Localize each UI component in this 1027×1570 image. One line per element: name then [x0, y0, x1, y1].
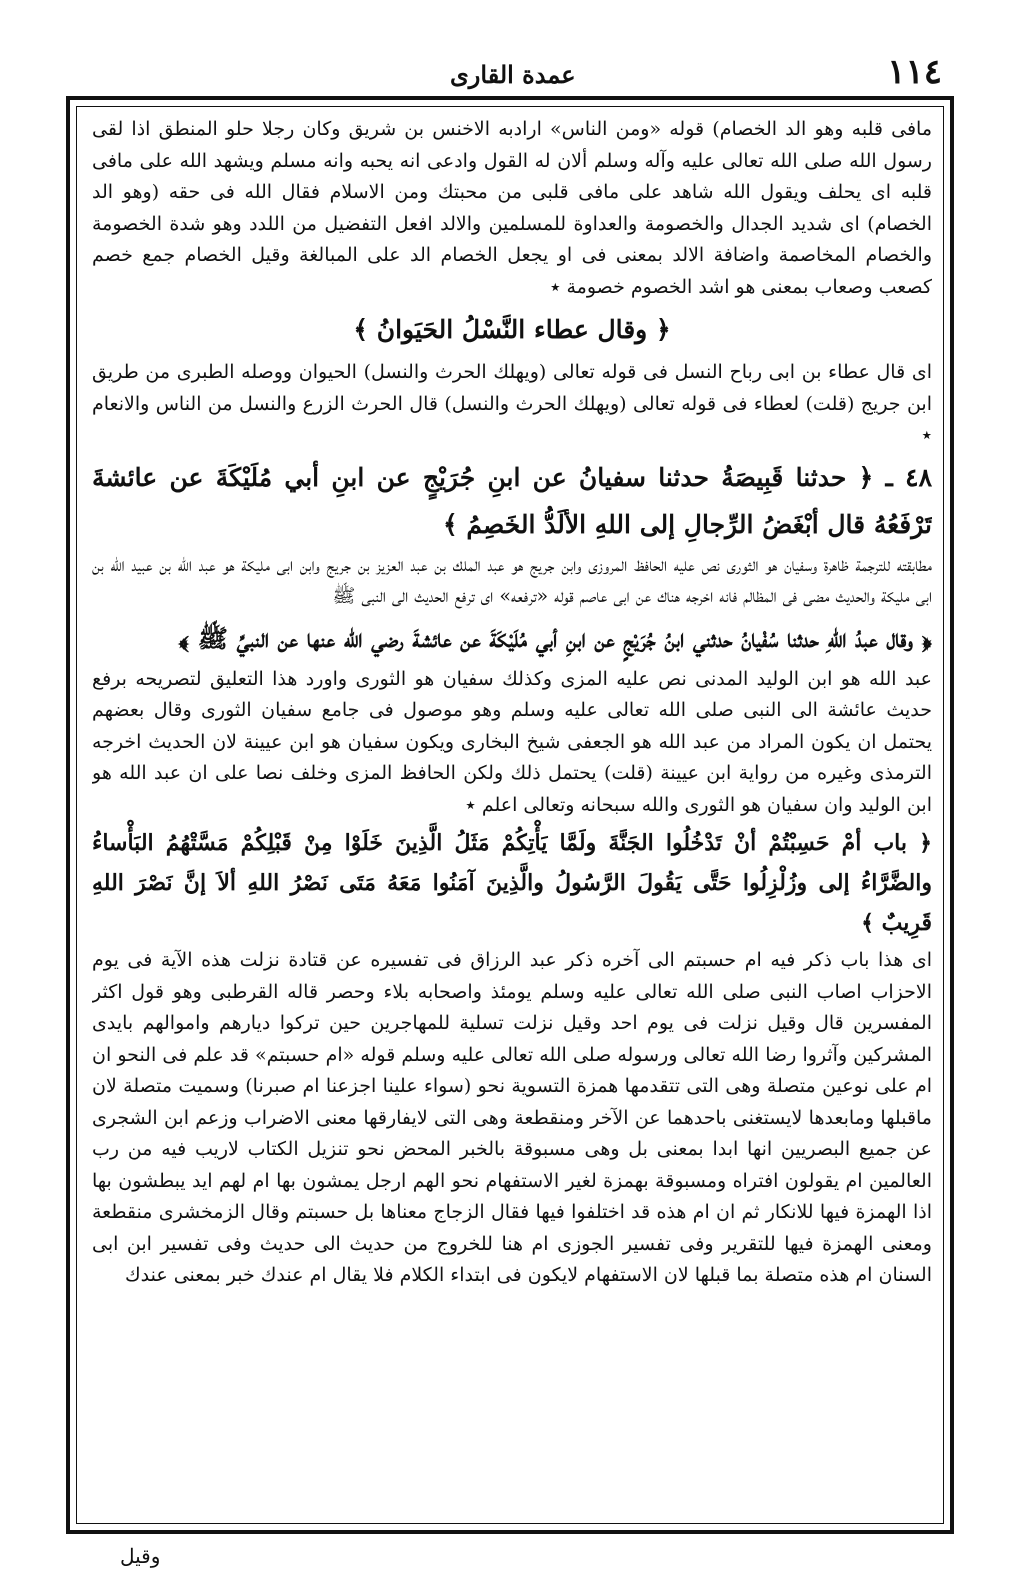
page-body	[92, 114, 932, 1520]
chapter-heading: ﴿ باب أمْ حَسِبْتُمْ أنْ تَدْخُلُوا الجَنَّةَ ولَمَّا يَأْتِكُمْ مَثَلُ الَّذِينَ خَلَوْا مِنْ قَبْلِكُمْ مَسَّتْهُمُ البَأْساءُ والضَّرَّاءُ إلى وزُلْزِلُوا حَتَّى يَقُولَ الرَّسُولُ والَّذِينَ آمَنُوا مَعَهُ مَتَى نَصْرُ اللهِ ألاَ إنَّ نَصْرَ اللهِ قَرِيبٌ ﴾	[92, 830, 932, 936]
running-title: عمدة القاری	[450, 60, 576, 89]
hadith-text: ﴿ وقال عبدُ اللهِ حدثنا سُفْيانُ حدثني ابنُ جُرَيْجٍ عن ابنِ أبي مُلَيْكَةَ عن عائشةَ رضي الله عنها عن النبيِّ ﷺ ﴾	[178, 623, 932, 653]
commentary-paragraph: ای قال عطاء بن ابی رباح النسل فی قوله تعالی (ویهلك الحرث والنسل) الحیوان ووصله الطبری من طریق ابن جریج (قلت) لعطاء فی قوله تعالی (ویهلك الحرث والنسل) قال الحرث الزرع والنسل من الناس والانعام ٭	[92, 361, 932, 446]
section-heading: ﴿ وقال عطاء النَّسْلُ الحَيَوانُ ﴾	[353, 315, 671, 344]
commentary-paragraph: مافی قلبه وهو الد الخصام) قوله «ومن الناس» ارادبه الاخنس بن شریق وکان رجلا حلو المنطق اذا لقی رسول الله صلی الله تعالی علیه وآله وسلم ألان له القول وادعی انه یحبه وانه مسلم ویشهد الله علی مافی قلبه ای یحلف ویقول الله شاهد علی مافی قلبی من محبتك ومن الاسلام فقال الله فی حقه (وهو الد الخصام) ای شدید الجدال والخصومة والعداوة للمسلمین والالد افعل التفضیل من اللدد وهو شدة الخصومة والخصام المخاصمة واضافة الالد بمعنی فی او یجعل الخصام الد علی المبالغة وقیل الخصام جمع خصم کصعب وصعاب بمعنی هو اشد الخصوم خصومة ٭	[92, 118, 932, 298]
hadith-text: ٤٨ ـ ﴿ حدثنا قَبِيصَةُ حدثنا سفيانُ عن ابنِ جُرَيْجٍ عن ابنِ أبي مُلَيْكَةَ عن عائشةَ تَرْفَعُهُ قال أبْغَضُ الرِّجالِ إلى اللهِ الألَدُّ الخَصِمُ ﴾	[92, 462, 932, 539]
catchword: وقیل	[120, 1544, 161, 1568]
page-header	[60, 48, 960, 98]
commentary-paragraph: ای هذا باب ذکر فیه ام حسبتم الی آخره ذکر عبد الرزاق فی تفسیره عن قتادة نزلت هذه الآیة فی یوم الاحزاب اصاب النبی صلی الله تعالی علیه وسلم یومئذ واصحابه بلاء وحصر قاله القرطبی وهو قول اکثر المفسرین قال وقیل نزلت فی یوم احد وقیل نزلت تسلیة للمهاجرین حین ترکوا دیارهم واموالهم بایدی المشرکین وآثروا رضا الله تعالی ورسوله صلی الله تعالی علیه وسلم قوله «ام حسبتم» قد علم فی النحو ان ام علی نوعین متصلة وهی التی تتقدمها همزة التسویة نحو (سواء علینا اجزعنا ام صبرنا) وسمیت متصلة لان ماقبلها ومابعدها لایستغنی باحدهما عن الآخر ومنقطعة وهی التی لایفارقها معنی الاضراب وزعم ابن الشجری عن جمیع البصریین انها ابدا بمعنی بل وهی مسبوقة بالخبر المحض نحو تنزیل الکتاب لاریب فیه من رب العالمین ام یقولون افتراه ومسبوقة بهمزة لغیر الاستفهام نحو الهم ارجل یمشون بها ام لهم اید یبطشون بها اذا الهمزة فیها للانکار ثم ان ام هذه قد اختلفوا فیها فقال الزجاج معناها بل حسبتم وقال الزمخشری منقطعة ومعنی الهمزة فیها للتقریر وفی تفسیر الجوزی ام هنا للخروج من حدیث الی حدیث وفی تفسیر ابن ابی السنان ام هذه متصلة بما قبلها لان الاستفهام لایکون فی ابتداء الکلام فلا یقال ام عندك خبر بمعنی عندك	[92, 949, 932, 1286]
page-number: ١١٤	[887, 52, 942, 92]
text-frame	[66, 96, 954, 1534]
commentary-paragraph: عبد الله هو ابن الولید المدنی نص علیه المزی وکذلك سفیان هو الثوری واورد هذا التعلیق لتصریحه برفع حدیث عائشة الی النبی صلی الله تعالی علیه وسلم وهو موصول فی جامع سفیان الثوری وقال بعضهم یحتمل ان یکون المراد من عبد الله هو الجعفی شیخ البخاری ویکون سفیان هو ابن عیینة لان الحدیث اخرجه الترمذی وغیره من روایة ابن عیینة (قلت) یحتمل ذلك ولکن الحافظ المزی وخلف نصا علی ان عبد الله هو ابن الولید وان سفیان هو الثوری والله سبحانه وتعالی اعلم ٭	[92, 667, 932, 816]
commentary-paragraph: مطابقته للترجمة ظاهرة وسفیان هو الثوری نص علیه الحافظ المروزی وابن جریج هو عبد الملك بن عبد العزیز بن جریج وابن ابی ملیکة هو عبد الله بن عبید الله بن ابی ملیکة والحدیث مضی فی المظالم فانه اخرجه هناك عن ابی عاصم قوله «ترفعه» ای ترفع الحدیث الی النبی ﷺ	[92, 553, 932, 607]
